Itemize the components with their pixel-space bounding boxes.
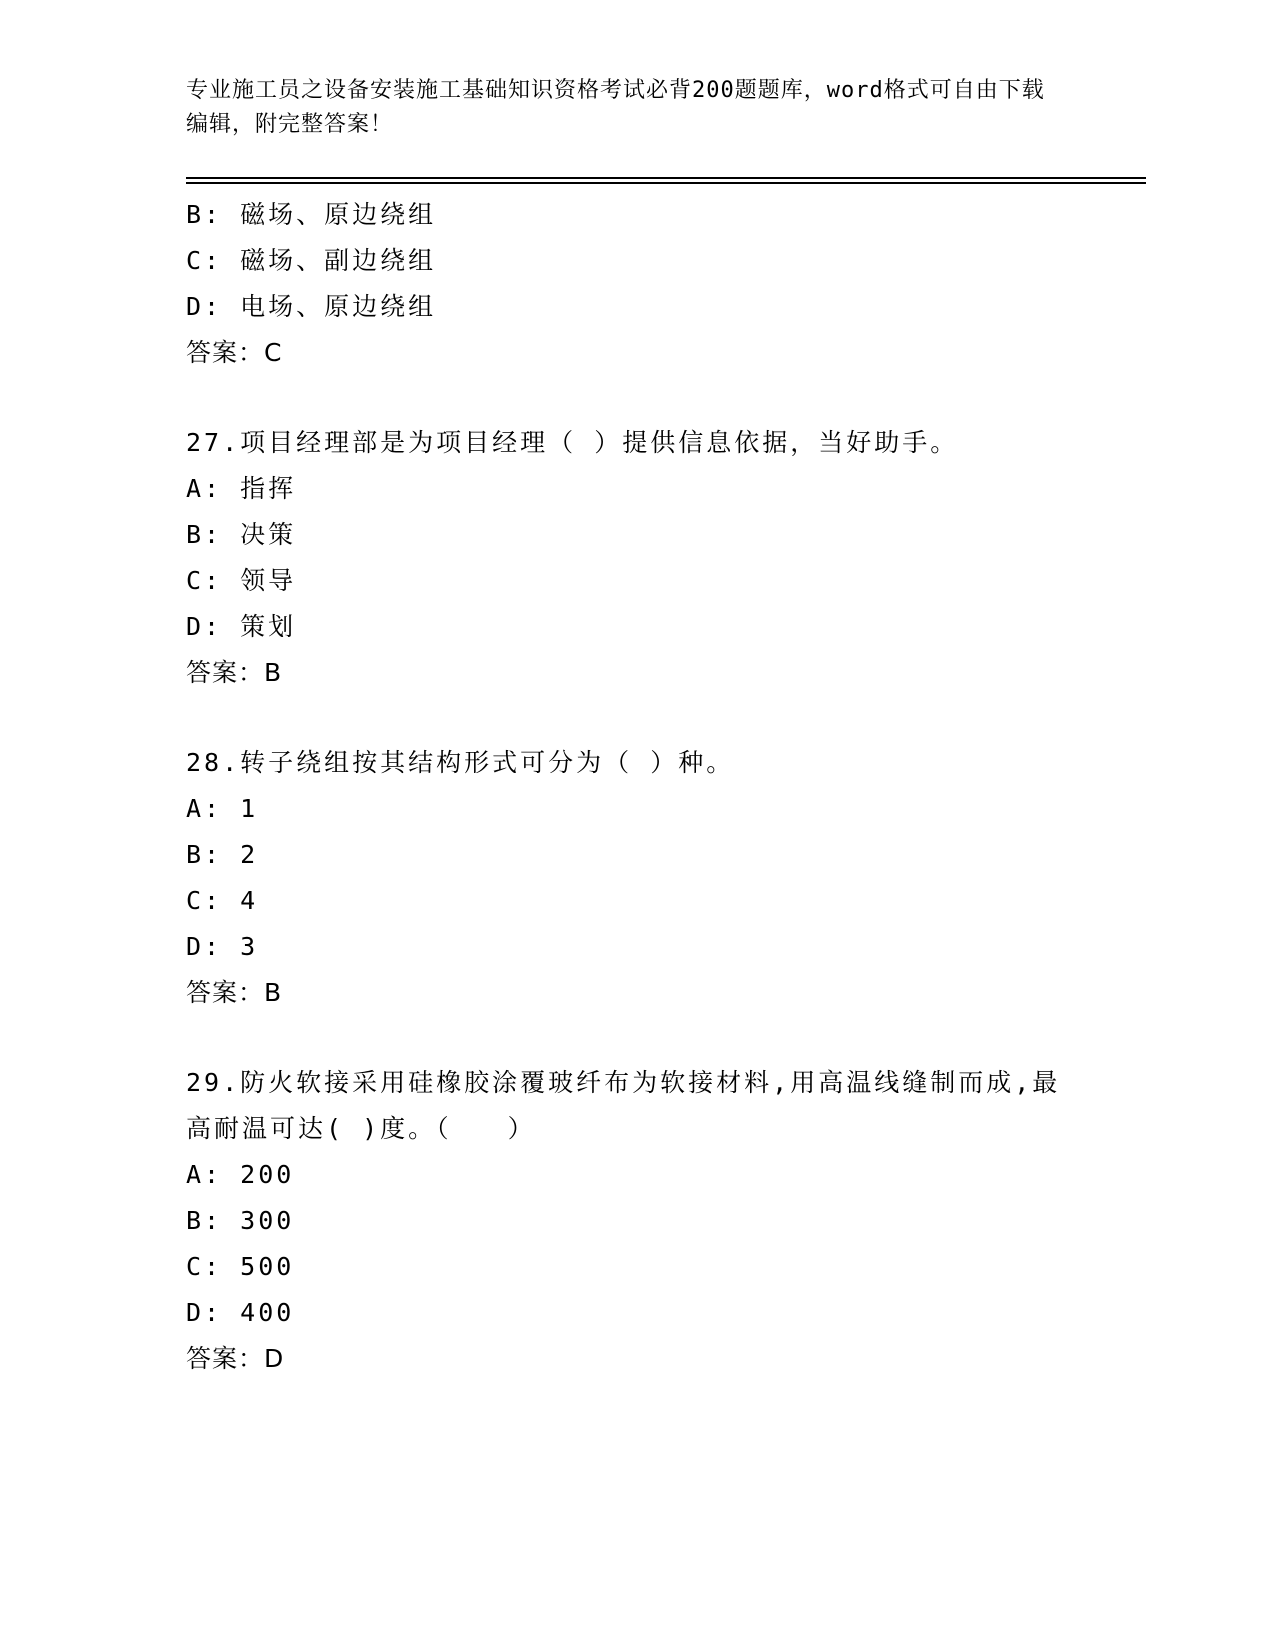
question-block-28: [186, 740, 1086, 1016]
option-d: D: 3: [186, 932, 259, 961]
option-c: C: 4: [186, 886, 259, 915]
answer-line: 答案：B: [186, 978, 283, 1007]
option-b: B: 300: [186, 1206, 295, 1235]
option-d: D: 电场、原边绕组: [186, 292, 437, 321]
header-rule-bottom: [186, 182, 1146, 184]
header-rule-top: [186, 177, 1146, 179]
question-gap: [186, 1016, 1086, 1060]
option-d: D: 策划: [186, 612, 297, 641]
question-block-29: [186, 1060, 1086, 1382]
option-b: B: 2: [186, 840, 259, 869]
question-stem: 29.防火软接采用硅橡胶涂覆玻纤布为软接材料,用高温线缝制而成,最高耐温可达( )度。（ ）: [186, 1068, 1061, 1143]
option-c: C: 磁场、副边绕组: [186, 246, 437, 275]
question-block-26: [186, 192, 1086, 376]
question-list: [186, 192, 1086, 1382]
option-a: A: 1: [186, 794, 259, 823]
answer-line: 答案：D: [186, 1344, 285, 1373]
option-b: B: 决策: [186, 520, 297, 549]
question-stem: 27.项目经理部是为项目经理（ ）提供信息依据，当好助手。: [186, 428, 959, 457]
answer-line: 答案：B: [186, 658, 283, 687]
question-block-27: [186, 420, 1086, 696]
question-stem: 28.转子绕组按其结构形式可分为（ ）种。: [186, 748, 735, 777]
document-header: 专业施工员之设备安装施工基础知识资格考试必背200题题库，word格式可自由下载编辑，附完整答案！: [186, 78, 1045, 137]
option-a: A: 指挥: [186, 474, 297, 503]
question-gap: [186, 696, 1086, 740]
question-gap: [186, 376, 1086, 420]
answer-line: 答案：C: [186, 338, 283, 367]
option-b: B: 磁场、原边绕组: [186, 200, 437, 229]
option-c: C: 500: [186, 1252, 295, 1281]
option-c: C: 领导: [186, 566, 297, 595]
option-d: D: 400: [186, 1298, 295, 1327]
option-a: A: 200: [186, 1160, 295, 1189]
